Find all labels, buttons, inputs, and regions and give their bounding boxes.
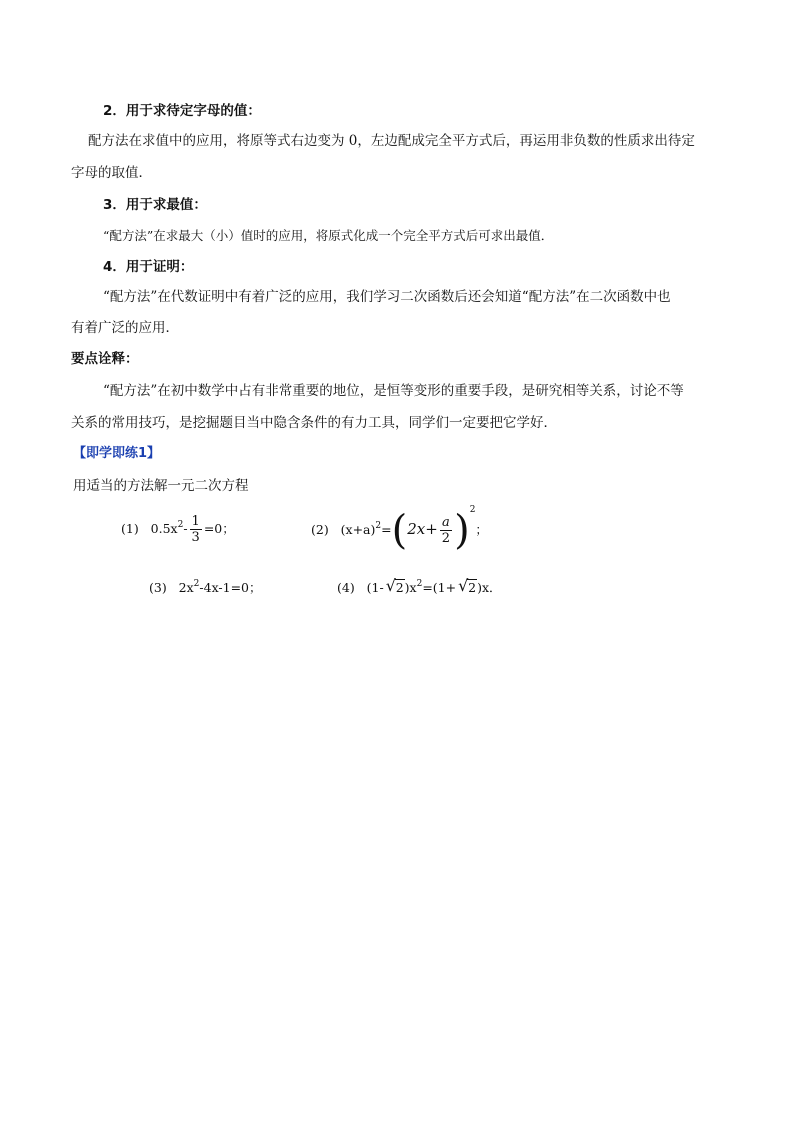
equation-4: (4) (1- √ $2)x^2=(1+$ √ 2)x．: [337, 576, 502, 595]
square-root: √ 2: [385, 576, 404, 595]
fraction: $\frac{a}{2}$: [441, 515, 451, 546]
exercise-label: 【即学即练1】: [73, 446, 161, 461]
section-3-body-line1: “配方法”在求最大（小）值时的应用，将原式化成一个完全平方式后可求出最值．: [103, 228, 554, 243]
equation-3-number: (3): [149, 580, 167, 595]
section-2-body-line1: 配方法在求值中的应用，将原等式右边变为 0，左边配成完全平方式后，再运用非负数的性质求出待定: [88, 133, 695, 149]
equation-1-number: (1): [121, 521, 139, 536]
section-4-heading: 4．用于证明：: [103, 259, 194, 275]
key-points-heading: 要点诠释：: [71, 351, 139, 367]
section-4-body-line2: 有着广泛的应用．: [71, 320, 179, 336]
key-points-line2: 关系的常用技巧，是挖掘题目当中隐含条件的有力工具，同学们一定要把它学好．: [71, 415, 557, 431]
equation-2: (2) $(x+a)^2=(2x+$ $\frac{a}{2}$ )$^2$；: [311, 505, 488, 554]
exercise-prompt: 用适当的方法解一元二次方程: [73, 478, 249, 494]
section-3-heading: 3．用于求最值：: [103, 197, 207, 213]
equation-1: (1) $0.5x^2-$ $\frac{1}{3}$ =0；: [121, 514, 235, 545]
equation-2-number: (2): [311, 522, 329, 537]
equation-3: (3) $2x^2-4x-1=0$；: [149, 579, 262, 595]
section-4-body-line1: “配方法”在代数证明中有着广泛的应用，我们学习二次函数后还会知道“配方法”在二次函数中也: [103, 289, 671, 305]
equation-4-number: (4): [337, 580, 355, 595]
square-root: √ 2: [458, 576, 477, 595]
key-points-line1: “配方法”在初中数学中占有非常重要的地位，是恒等变形的重要手段，是研究相等关系，讨论不等: [103, 383, 684, 399]
section-2-heading: 2．用于求待定字母的值：: [103, 103, 261, 119]
fraction: $\frac{1}{3}$: [191, 514, 200, 545]
section-2-body-line2: 字母的取值．: [71, 165, 152, 181]
